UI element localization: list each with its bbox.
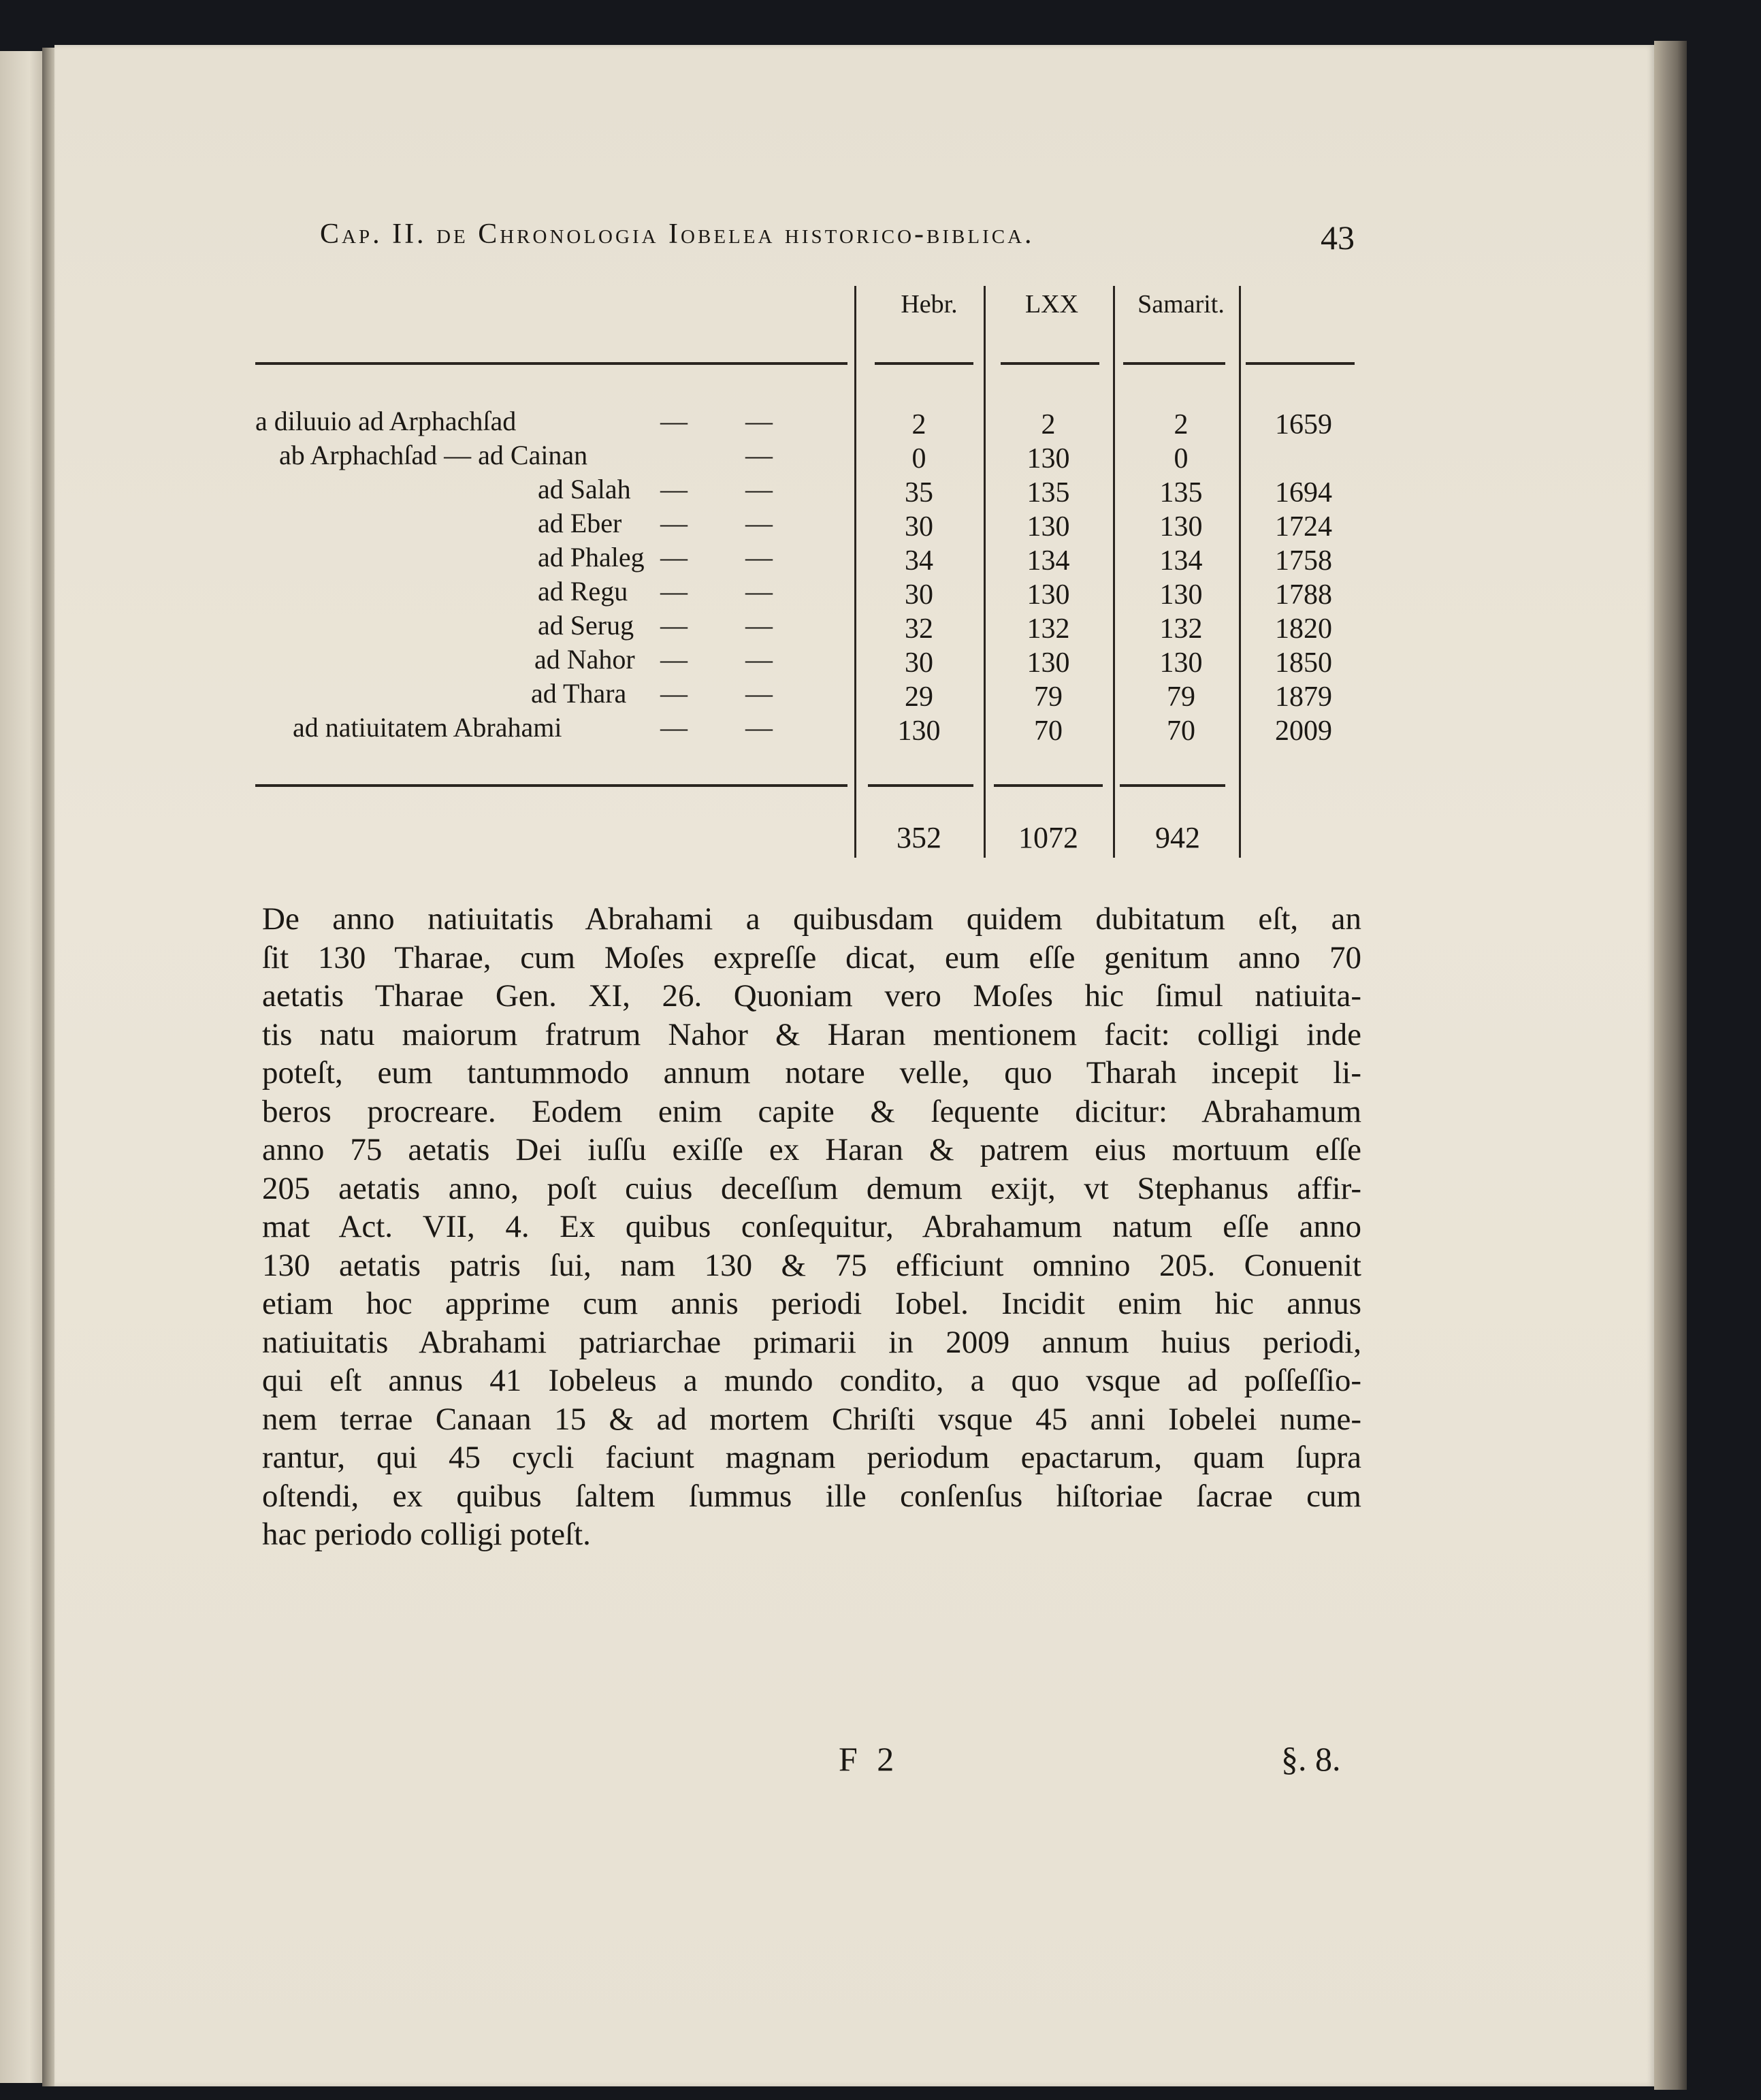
row-label: ad Serug [538, 610, 634, 641]
column-rule [1239, 286, 1241, 858]
dash: — [745, 644, 773, 675]
chapter-label: Cap. II. [320, 219, 427, 250]
sum-rule [868, 784, 973, 787]
col-header-lxx: LXX [1024, 290, 1079, 319]
dash: — [745, 678, 773, 709]
cell-sam: 130 [1159, 579, 1203, 611]
dash: — [660, 678, 688, 709]
text-line: natiuitatis Abrahami patriarchae primarii in 2009 annum huius periodi, [262, 1324, 1361, 1360]
page-stack-edge [1654, 41, 1687, 2090]
cell-lxx: 130 [1027, 579, 1070, 611]
dash: — [745, 610, 773, 641]
cell-lxx: 135 [1027, 477, 1070, 508]
cell-hebr: 30 [905, 579, 933, 611]
text-line: tis natu maiorum fratrum Nahor & Haran mentionem facit: colligi inde [262, 1016, 1361, 1052]
cell-sam: 132 [1159, 613, 1203, 645]
header-rule [1246, 362, 1355, 365]
dash: — [660, 610, 688, 641]
total-lxx: 1072 [1018, 821, 1078, 854]
cell-year: 1820 [1275, 613, 1332, 645]
cell-lxx: 130 [1027, 511, 1070, 543]
dash: — [660, 508, 688, 538]
cell-sam: 130 [1159, 647, 1203, 679]
total-sam: 942 [1155, 821, 1200, 854]
body-paragraph [262, 900, 1361, 1554]
header-title: de Chronologia Iobelea historico-biblica. [436, 219, 1035, 250]
cell-sam: 70 [1167, 715, 1195, 747]
sum-rule [255, 784, 847, 787]
header-rule [1001, 362, 1099, 365]
text-line: aetatis Tharae Gen. XI, 26. Quoniam vero Moſes hic ſimul natiuita- [262, 978, 1361, 1014]
dash: — [660, 712, 688, 743]
dash: — [745, 474, 773, 504]
row-label: ad Phaleg [538, 542, 645, 572]
text-line: De anno natiuitatis Abrahami a quibusdam quidem dubitatum eſt, an [262, 901, 1361, 937]
cell-hebr: 0 [911, 443, 926, 474]
cell-sam: 134 [1159, 545, 1203, 577]
text-line: poteſt, eum tantummodo annum notare velle, quo Tharah incepit li- [262, 1055, 1361, 1091]
cell-lxx: 130 [1027, 647, 1070, 679]
cell-sam: 0 [1174, 443, 1189, 474]
header-rule [255, 362, 847, 365]
col-header-samarit: Samarit. [1137, 290, 1225, 319]
running-header [320, 218, 1361, 257]
total-hebr: 352 [896, 821, 941, 854]
row-label: ad Thara [531, 678, 627, 709]
cell-lxx: 79 [1034, 681, 1063, 713]
header-rule [1123, 362, 1225, 365]
dash: — [745, 576, 773, 607]
cell-hebr: 2 [911, 409, 926, 440]
chronology-table [252, 286, 1361, 871]
cell-hebr: 30 [905, 647, 933, 679]
page-number: 43 [1321, 219, 1355, 257]
row-label: ab Arphachſad — ad Cainan [279, 440, 588, 470]
column-rule [854, 286, 856, 858]
cell-hebr: 34 [905, 545, 933, 577]
text-line: anno 75 aetatis Dei iuſſu exiſſe ex Haran & patrem eius mortuum eſſe [262, 1132, 1361, 1167]
text-line: etiam hoc apprime cum annis periodi Iobel. Incidit enim hic annus [262, 1286, 1361, 1321]
sum-rule [1120, 784, 1225, 787]
dash: — [660, 474, 688, 504]
row-label: ad natiuitatem Abrahami [293, 712, 562, 743]
cell-year: 1850 [1275, 647, 1332, 679]
text-line: nem terrae Canaan 15 & ad mortem Chriſti vsque 45 anni Iobelei nume- [262, 1401, 1361, 1437]
dash: — [660, 542, 688, 572]
cell-year: 1879 [1275, 681, 1332, 713]
cell-year: 1694 [1275, 477, 1332, 508]
text-line: mat Act. VII, 4. Ex quibus conſequitur, Abrahamum natum eſſe anno [262, 1209, 1361, 1244]
cell-hebr: 130 [897, 715, 941, 747]
row-label: ad Regu [538, 576, 628, 607]
col-header-hebr: Hebr. [901, 290, 958, 319]
text-line: ſit 130 Tharae, cum Moſes expreſſe dicat, eum eſſe genitum anno 70 [262, 939, 1361, 975]
dash: — [660, 576, 688, 607]
cell-year: 1659 [1275, 409, 1332, 440]
text-line: 205 aetatis anno, poſt cuius deceſſum demum exijt, vt Stephanus affir- [262, 1170, 1361, 1206]
text-line: rantur, qui 45 cycli faciunt magnam periodum epactarum, quam ſupra [262, 1440, 1361, 1475]
dash: — [745, 440, 773, 470]
cell-hebr: 30 [905, 511, 933, 543]
cell-year: 1724 [1275, 511, 1332, 543]
text-line: 130 aetatis patris ſui, nam 130 & 75 efficiunt omnino 205. Conuenit [262, 1247, 1361, 1283]
cell-lxx: 70 [1034, 715, 1063, 747]
text-line: hac periodo colligi poteſt. [262, 1517, 591, 1552]
row-label: a diluuio ad Arphachſad [255, 406, 517, 436]
text-line: qui eſt annus 41 Iobeleus a mundo condito, a quo vsque ad poſſeſſio- [262, 1363, 1361, 1398]
cell-sam: 79 [1167, 681, 1195, 713]
column-rule [1113, 286, 1115, 858]
column-rule [984, 286, 986, 858]
cell-sam: 130 [1159, 511, 1203, 543]
cell-lxx: 132 [1027, 613, 1070, 645]
cell-sam: 2 [1174, 409, 1189, 440]
row-label: ad Eber [538, 508, 622, 538]
text-line: oſtendi, ex quibus ſaltem ſummus ille conſenſus hiſtoriae ſacrae cum [262, 1478, 1361, 1514]
cell-hebr: 29 [905, 681, 933, 713]
dash: — [745, 406, 773, 436]
dash: — [660, 406, 688, 436]
header-rule [875, 362, 973, 365]
row-label: ad Nahor [534, 644, 635, 675]
cell-year: 1758 [1275, 545, 1332, 577]
dash: — [745, 712, 773, 743]
dash: — [660, 644, 688, 675]
catchword: §. 8. [1281, 1740, 1341, 1778]
cell-lxx: 134 [1027, 545, 1070, 577]
cell-year: 2009 [1275, 715, 1332, 747]
sum-rule [994, 784, 1103, 787]
cell-sam: 135 [1159, 477, 1203, 508]
cell-hebr: 32 [905, 613, 933, 645]
cell-hebr: 35 [905, 477, 933, 508]
dash: — [745, 542, 773, 572]
dash: — [745, 508, 773, 538]
cell-year: 1788 [1275, 579, 1332, 611]
row-label: ad Salah [538, 474, 631, 504]
cell-lxx: 2 [1041, 409, 1056, 440]
text-line: beros procreare. Eodem enim capite & ſequente dicitur: Abrahamum [262, 1093, 1361, 1129]
cell-lxx: 130 [1027, 443, 1070, 474]
signature-mark: F 2 [839, 1740, 900, 1778]
